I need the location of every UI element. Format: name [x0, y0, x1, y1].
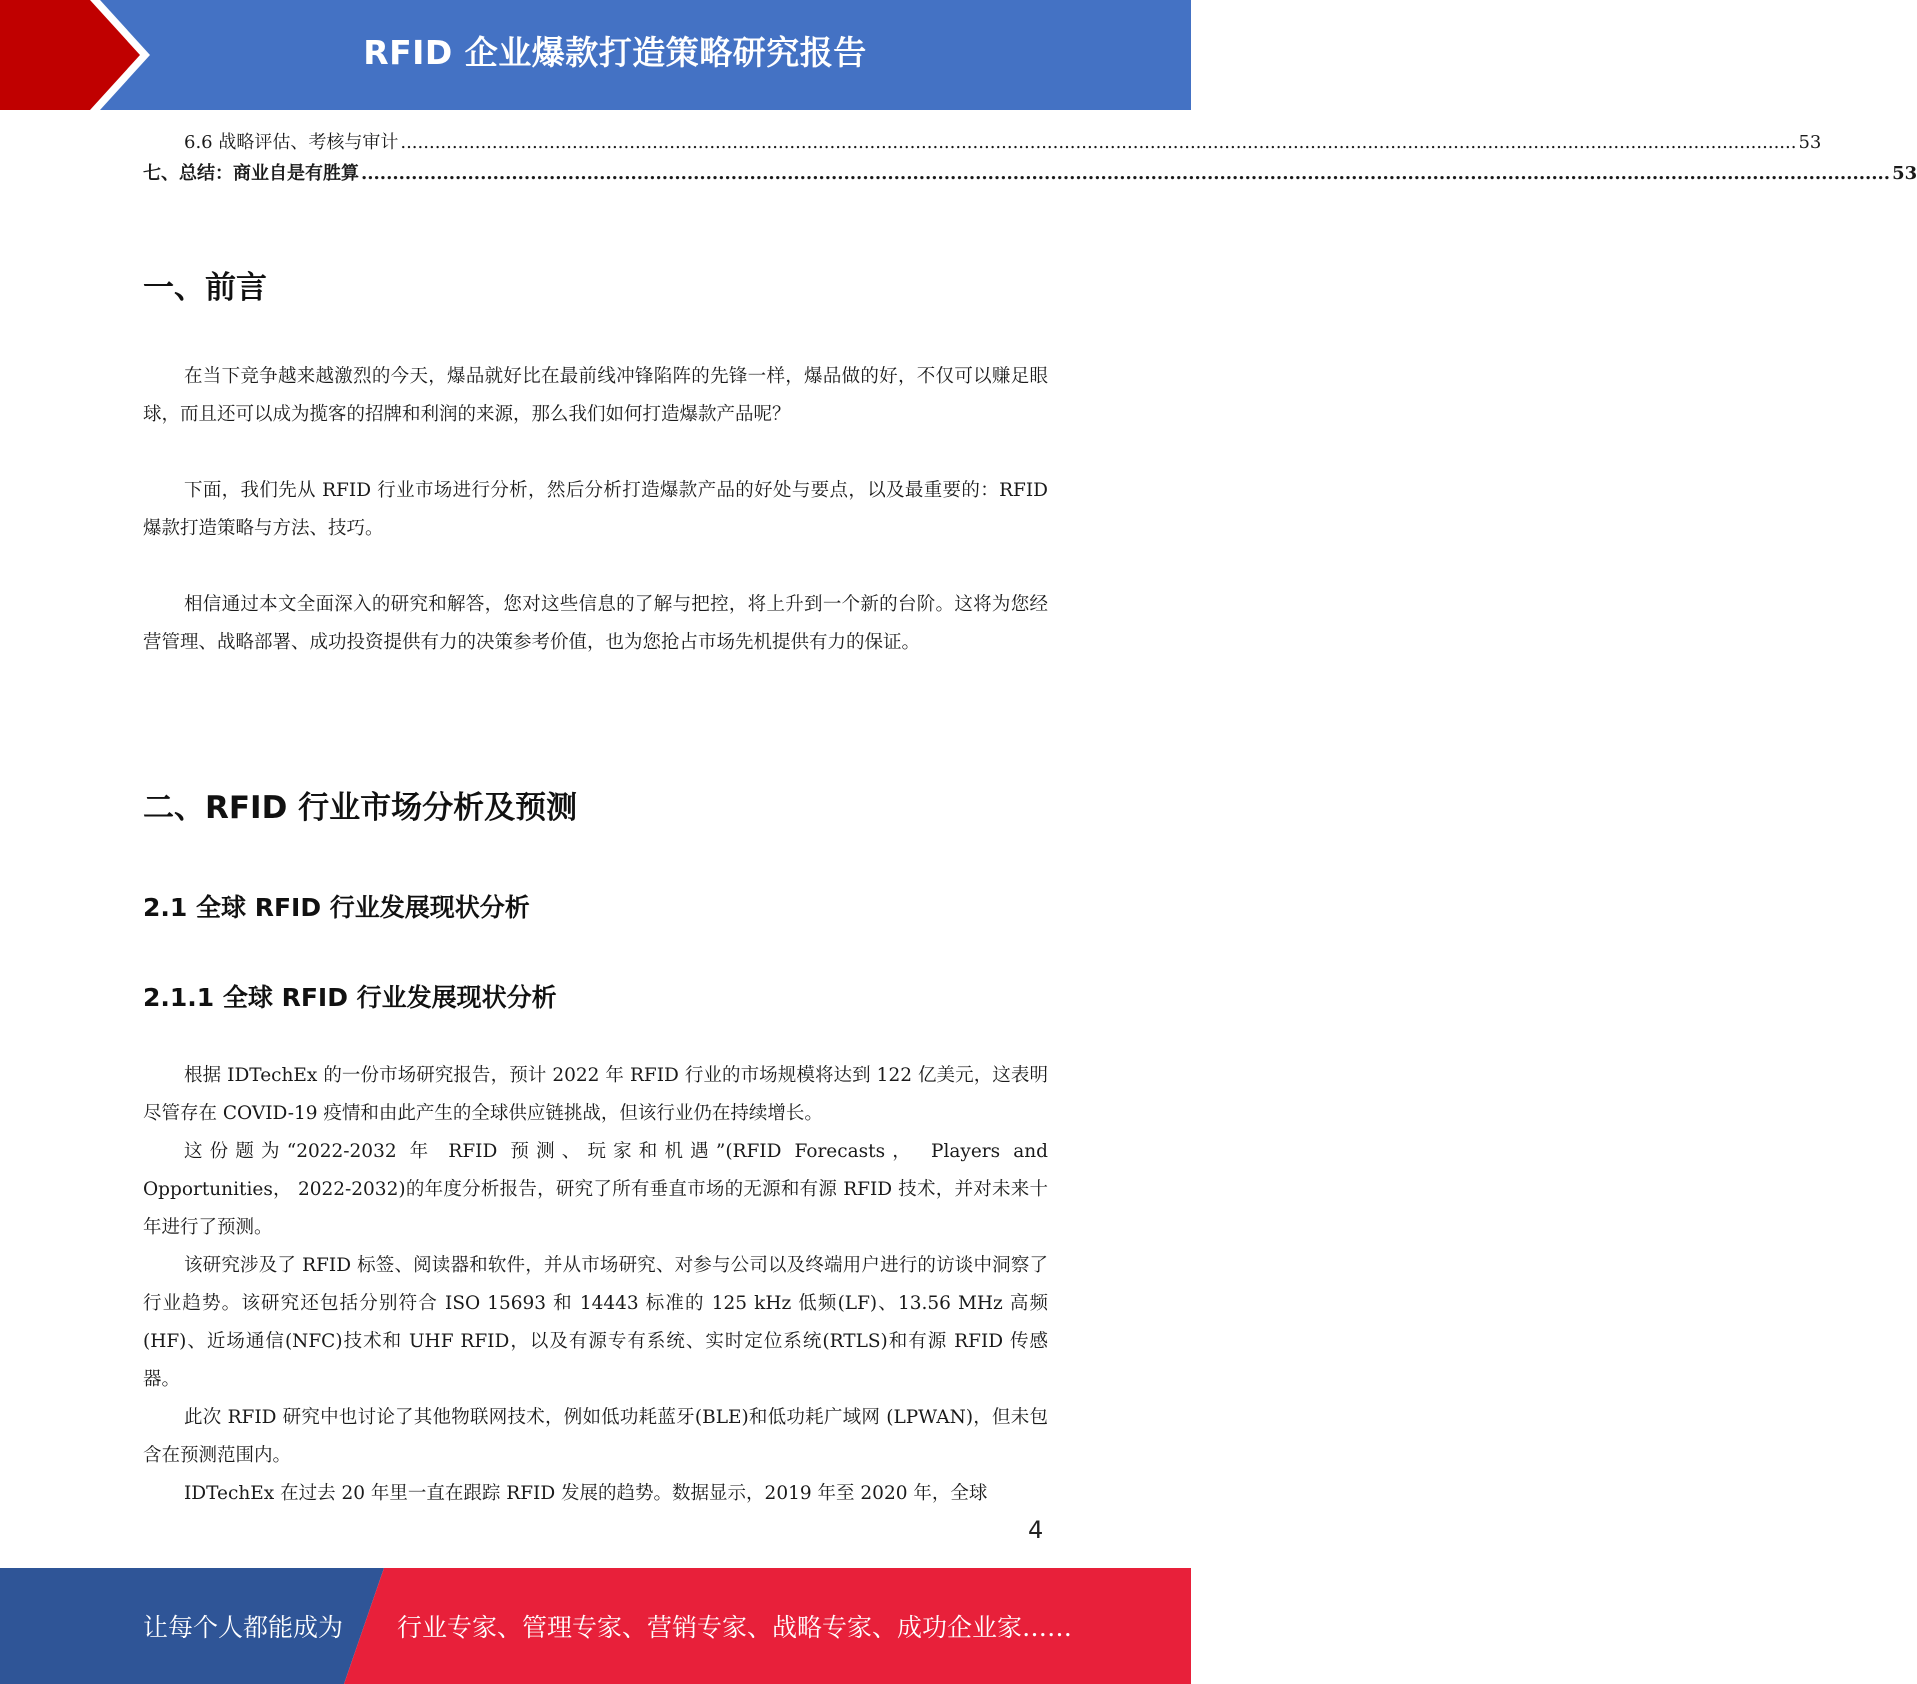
section-heading-preface: 一、前言: [143, 270, 267, 306]
toc-entry-label: 七、总结：商业自是有胜算: [143, 163, 359, 184]
footer-slogan-left: 让每个人都能成为: [143, 1613, 344, 1642]
paragraph: 此次 RFID 研究中也讨论了其他物联网技术，例如低功耗蓝牙(BLE)和低功耗广域网 (LPWAN)，但未包含在预测范围内。: [143, 1407, 1048, 1466]
paragraph: 在当下竞争越来越激烈的今天，爆品就好比在最前线冲锋陷阵的先锋一样，爆品做的好，不仅可以赚足眼球，而且还可以成为揽客的招牌和利润的来源，那么我们如何打造爆款产品呢？: [143, 366, 1048, 425]
toc-entry-7[interactable]: [143, 159, 1917, 190]
footer-slogan-right: 行业专家、管理专家、营销专家、战略专家、成功企业家……: [397, 1613, 1073, 1642]
toc-leader-dots: ....................................................................................................................................................................................................................................................: [400, 132, 1797, 153]
subsection-heading: 2.1 全球 RFID 行业发展现状分析: [143, 893, 530, 922]
page-header: [0, 0, 1191, 110]
toc-leader-dots: ....................................................................................................................................................................................................................................................: [361, 163, 1891, 184]
paragraph: IDTechEx 在过去 20 年里一直在跟踪 RFID 发展的趋势。数据显示，2019 年至 2020 年，全球: [184, 1483, 988, 1504]
toc-entry-label: 6.6 战略评估、考核与审计: [184, 132, 399, 153]
paragraph: 下面，我们先从 RFID 行业市场进行分析，然后分析打造爆款产品的好处与要点，以及最重要的：RFID 爆款打造策略与方法、技巧。: [143, 480, 1048, 539]
paragraph: 相信通过本文全面深入的研究和解答，您对这些信息的了解与把控，将上升到一个新的台阶。这将为您经营管理、战略部署、成功投资提供有力的决策参考价值，也为您抢占市场先机提供有力的保证。: [143, 594, 1048, 653]
page-footer: [0, 1568, 1191, 1684]
section-heading-market: 二、RFID 行业市场分析及预测: [143, 790, 578, 826]
paragraph: 这份题为“2022-2032 年 RFID 预测、玩家和机遇”(RFID Forecasts， Players and Opportunities， 2022-2032)的年度分析报告，研究了所有垂直市场的无源和有源 RFID 技术，并对未来十年进行了预测。: [143, 1141, 1048, 1238]
toc-entry-page: 53: [1798, 132, 1822, 153]
paragraph: 该研究涉及了 RFID 标签、阅读器和软件，并从市场研究、对参与公司以及终端用户进行的访谈中洞察了行业趋势。该研究还包括分别符合 ISO 15693 和 14443 标准的 125 kHz 低频(LF)、13.56 MHz 高频(HF)、近场通信(NFC)技术和 UHF RFID，以及有源专有系统、实时定位系统(RTLS)和有源 RFID 传感器。: [143, 1255, 1048, 1390]
page-number: 4: [1028, 1516, 1044, 1544]
table-of-contents: [143, 128, 1917, 190]
subsubsection-heading: 2.1.1 全球 RFID 行业发展现状分析: [143, 983, 557, 1012]
paragraph: 根据 IDTechEx 的一份市场研究报告，预计 2022 年 RFID 行业的市场规模将达到 122 亿美元，这表明尽管存在 COVID-19 疫情和由此产生的全球供应链挑战，但该行业仍在持续增长。: [143, 1065, 1048, 1124]
toc-entry-6-6[interactable]: [143, 128, 1822, 159]
toc-entry-page: 53: [1892, 163, 1917, 184]
document-title: RFID 企业爆款打造策略研究报告: [363, 33, 867, 72]
